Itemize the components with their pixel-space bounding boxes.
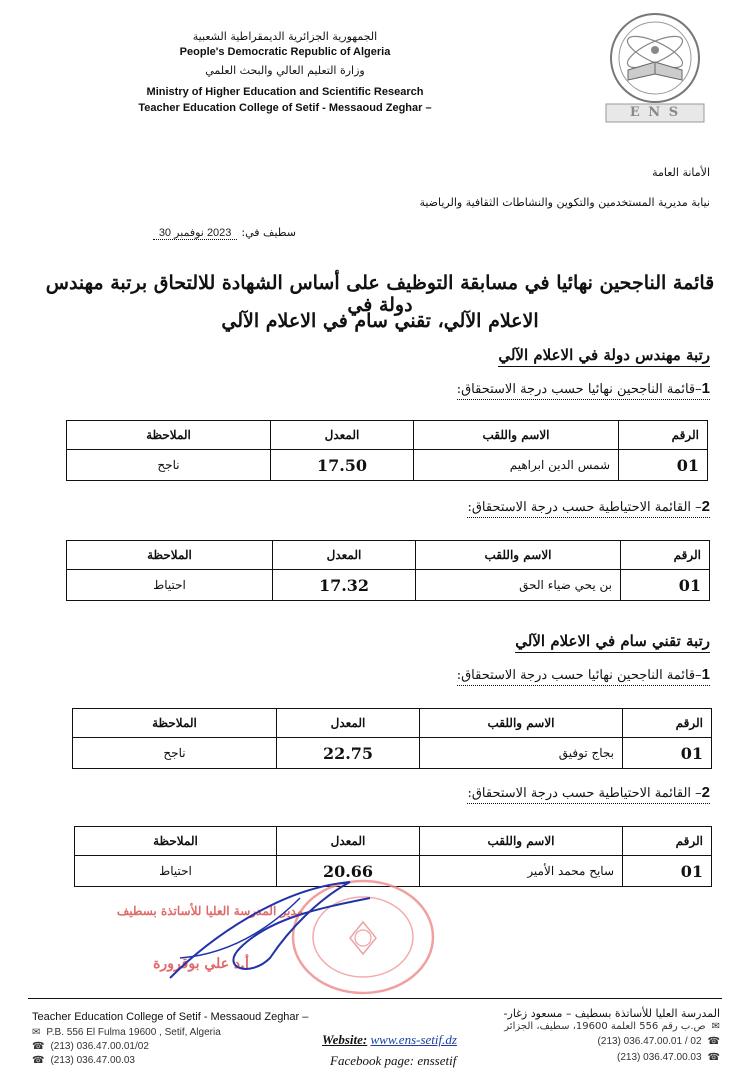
fax-icon: ☎ [707, 1052, 720, 1063]
row-average: 20.66 [277, 856, 420, 887]
col-number-header: الرقم [619, 421, 708, 450]
date-label: سطيف في: [241, 226, 296, 239]
footer-ar-phone1-line [598, 1036, 720, 1047]
col-name-header: الاسم واللقب [420, 827, 623, 856]
footer-en-phone1: (213) 036.47.00.01/02 [50, 1041, 149, 1052]
section-heading-engineer: رتبة مهندس دولة في الاعلام الآلي [498, 346, 710, 367]
footer-ar-phone1: (213) 036.47.00.01 / 02 [597, 1036, 702, 1047]
col-average-header: المعدل [277, 827, 420, 856]
footer-en-phone2: (213) 036.47.00.03 [50, 1055, 135, 1066]
row-remark: احتياط [75, 856, 277, 887]
date-value: 2023 نوفمبر 30 [153, 226, 238, 240]
header-ar-republic: الجمهورية الجزائرية الديمقراطية الشعبية [192, 30, 378, 43]
row-average: 17.32 [273, 570, 416, 601]
footer-ar-address: ص.ب رقم 556 العلمة 19600، سطيف، الجزائر [504, 1021, 706, 1032]
row-name: سايح محمد الأمير [420, 856, 623, 887]
list-label-technician-reserve: 2– القائمة الاحتياطية حسب درجة الاستحقاق: [467, 784, 710, 804]
mail-icon: ✉ [32, 1027, 41, 1038]
handwritten-signature [150, 858, 390, 998]
col-number-header: الرقم [621, 541, 710, 570]
row-remark: ناجح [73, 738, 277, 769]
list-label-engineer-reserve: 2– القائمة الاحتياطية حسب درجة الاستحقاق: [467, 498, 710, 518]
general-secretariat: الأمانة العامة [652, 166, 710, 179]
col-remark-header: الملاحظة [67, 421, 271, 450]
footer-en-phone2-line [32, 1055, 135, 1066]
header-en-college: Teacher Education College of Setif - Messaoud Zeghar – [138, 102, 432, 114]
row-name: بجاج توفيق [420, 738, 623, 769]
section-heading-technician: رتبة تقني سام في الاعلام الآلي [515, 632, 710, 653]
footer-en-address-line [32, 1027, 221, 1038]
footer-facebook: Facebook page: enssetif [330, 1053, 457, 1068]
phone-icon: ☎ [32, 1041, 45, 1052]
row-average: 22.75 [277, 738, 420, 769]
footer-en-college: Teacher Education College of Setif - Messaoud Zeghar – [32, 1011, 309, 1023]
row-number: 01 [619, 450, 708, 481]
table-row [67, 570, 710, 601]
footer-ar-phone2: (213) 036.47.00.03 [617, 1052, 702, 1063]
col-name-header: الاسم واللقب [420, 709, 623, 738]
row-number: 01 [623, 738, 712, 769]
footer-en-address: P.B. 556 El Fulma 19600 , Setif, Algeria [46, 1027, 221, 1038]
ens-logo [598, 8, 712, 126]
table-row [67, 450, 708, 481]
page-title-line1: قائمة الناجحين نهائيا في مسابقة التوظيف على أساس الشهادة للالتحاق برتبة مهندس دولة في [45, 272, 715, 316]
mail-icon: ✉ [711, 1021, 720, 1032]
fax-icon: ☎ [32, 1055, 45, 1066]
row-name: شمس الدين ابراهيم [414, 450, 619, 481]
signer-title: مدير المدرسة العليا للأساتذة بسطيف [116, 904, 304, 918]
list-label-engineer-winners: 1–قائمة الناجحين نهائيا حسب درجة الاستحقاق: [457, 380, 710, 400]
col-name-header: الاسم واللقب [414, 421, 619, 450]
header-en-republic: People's Democratic Republic of Algeria [179, 46, 391, 58]
phone-icon: ☎ [707, 1036, 720, 1047]
footer-website-line [322, 1032, 457, 1048]
header-en-ministry: Ministry of Higher Education and Scientific Research [146, 86, 424, 98]
table-engineer-winners [66, 420, 708, 481]
col-remark-header: الملاحظة [73, 709, 277, 738]
col-remark-header: الملاحظة [67, 541, 273, 570]
col-average-header: المعدل [273, 541, 416, 570]
page-title-line2: الاعلام الآلي، تقني سام في الاعلام الآلي [221, 310, 539, 332]
list-label-technician-winners: 1–قائمة الناجحين نهائيا حسب درجة الاستحقاق: [457, 666, 710, 686]
row-remark: ناجح [67, 450, 271, 481]
logo-text: E N S [629, 105, 681, 120]
row-name: بن يحي ضياء الحق [416, 570, 621, 601]
row-average: 17.50 [271, 450, 414, 481]
footer-ar-college: المدرسة العليا للأساتذة بسطيف – مسعود زغار- [503, 1007, 720, 1020]
footer-divider [28, 998, 722, 999]
website-label: Website: [322, 1032, 368, 1047]
row-remark: احتياط [67, 570, 273, 601]
table-row [73, 738, 712, 769]
col-average-header: المعدل [271, 421, 414, 450]
col-average-header: المعدل [277, 709, 420, 738]
signer-name: أ.د علي بوقرورة [153, 956, 249, 972]
table-engineer-reserve [66, 540, 710, 601]
footer-ar-phone2-line [617, 1052, 720, 1063]
footer-en-phone1-line [32, 1041, 149, 1052]
col-remark-header: الملاحظة [75, 827, 277, 856]
header-ar-ministry: وزارة التعليم العالي والبحث العلمي [205, 64, 365, 77]
col-name-header: الاسم واللقب [416, 541, 621, 570]
footer-ar-address-line [504, 1021, 720, 1032]
table-technician-winners [72, 708, 712, 769]
website-link[interactable]: www.ens-setif.dz [370, 1032, 457, 1047]
date-line [96, 226, 296, 240]
col-number-header: الرقم [623, 827, 712, 856]
row-number: 01 [621, 570, 710, 601]
vice-directorate: نيابة مديرية المستخدمين والتكوين والنشاطات الثقافية والرياضية [419, 196, 710, 209]
row-number: 01 [623, 856, 712, 887]
col-number-header: الرقم [623, 709, 712, 738]
